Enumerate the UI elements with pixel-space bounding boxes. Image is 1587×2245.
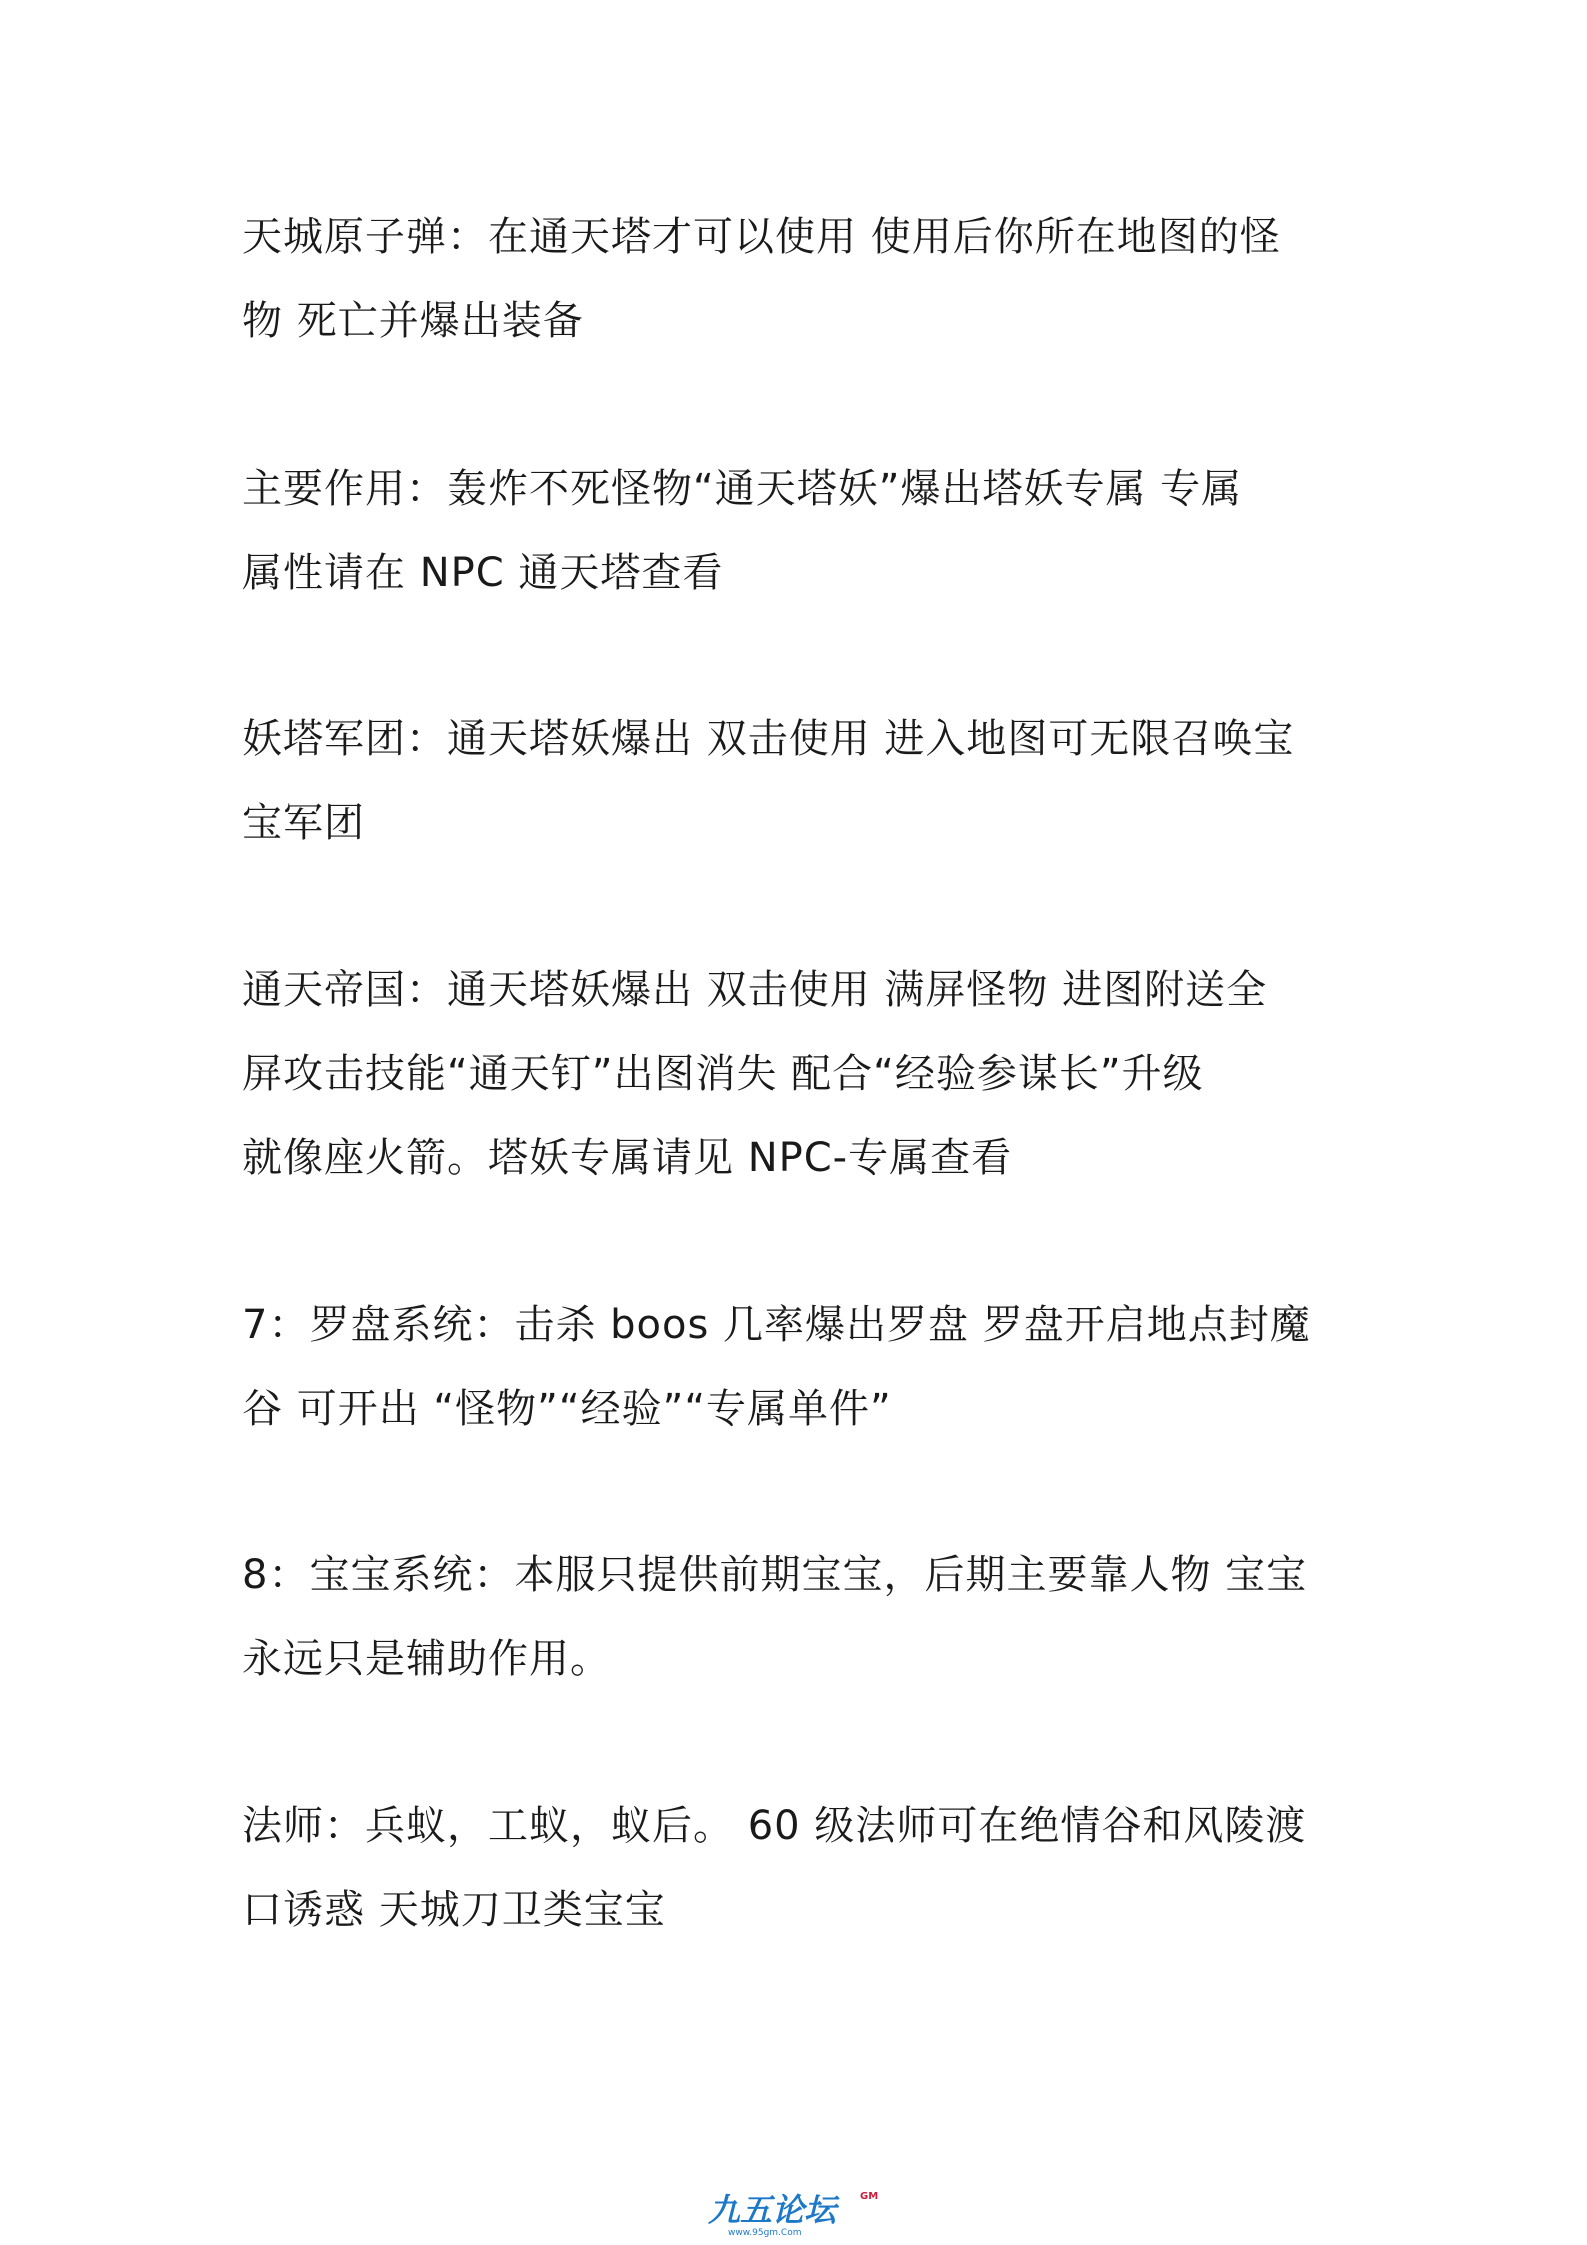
text-line: 属性请在 NPC 通天塔查看 [242,550,724,596]
text-line: 法师：兵蚁，工蚁，蚁后。 60 级法师可在绝情谷和风陵渡 [242,1803,1307,1849]
logo-text: 九五论坛 [708,2191,837,2229]
forum-logo [700,2185,900,2241]
text-line: 谷 可开出 “怪物”“经验”“专属单件” [242,1386,892,1432]
text-line: 物 死亡并爆出装备 [242,298,584,344]
text-line: 通天帝国：通天塔妖爆出 双击使用 满屏怪物 进图附送全 [242,967,1268,1013]
text-line: 宝军团 [242,800,365,846]
text-line: 7：罗盘系统：击杀 boos 几率爆出罗盘 罗盘开启地点封魔 [242,1302,1311,1348]
paragraph-pet-system [242,1533,1362,1701]
text-line: 口诱惑 天城刀卫类宝宝 [242,1887,666,1933]
text-line: 妖塔军团：通天塔妖爆出 双击使用 进入地图可无限召唤宝 [242,716,1295,762]
text-line: 天城原子弹：在通天塔才可以使用 使用后你所在地图的怪 [242,214,1281,260]
paragraph-compass-system [242,1283,1362,1451]
logo-subtext: www.95gm.Com [728,2228,802,2238]
paragraph-sky-bomb [242,195,1362,363]
text-line: 8：宝宝系统：本服只提供前期宝宝，后期主要靠人物 宝宝 [242,1552,1308,1598]
text-line: 就像座火箭。塔妖专属请见 NPC-专属查看 [242,1135,1013,1181]
text-line: 屏攻击技能“通天钉”出图消失 配合“经验参谋长”升级 [242,1051,1204,1097]
text-line: 主要作用：轰炸不死怪物“通天塔妖”爆出塔妖专属 专属 [242,466,1243,512]
text-line: 永远只是辅助作用。 [242,1636,611,1682]
paragraph-sky-empire [242,948,1362,1200]
paragraph-mage-pets [242,1784,1362,1952]
paragraph-tower-legion [242,697,1362,865]
paragraph-main-use [242,447,1362,615]
logo-badge: GM [860,2191,879,2202]
